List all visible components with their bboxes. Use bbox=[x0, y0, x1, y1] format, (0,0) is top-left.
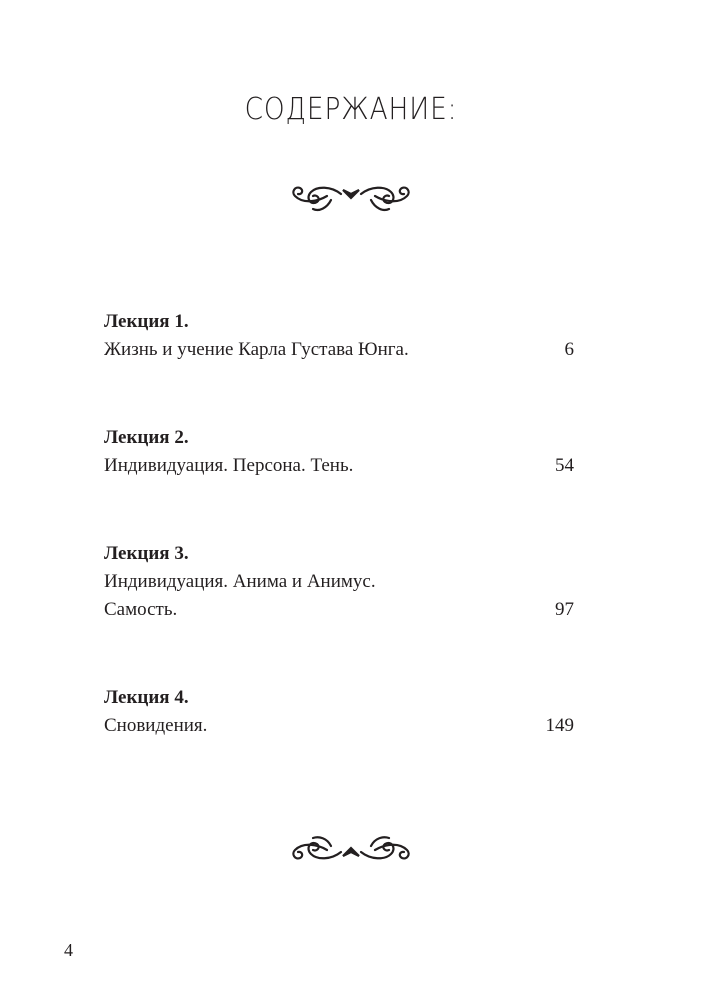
toc-entry-title: Сновидения. bbox=[104, 715, 208, 736]
toc-entry-1[interactable] bbox=[104, 308, 574, 364]
toc-entry-heading: Лекция 2. bbox=[104, 427, 189, 448]
flourish-ornament-icon bbox=[287, 176, 415, 216]
toc-entry-title: Жизнь и учение Карла Густава Юнга. bbox=[104, 339, 409, 360]
toc-entry-title-line bbox=[104, 596, 574, 624]
toc-entry-title-line bbox=[104, 568, 574, 596]
toc-entry-page-number: 54 bbox=[555, 455, 574, 476]
toc-entry-title: Индивидуация. Анима и Анимус. bbox=[104, 571, 376, 592]
toc-entry-title: Индивидуация. Персона. Тень. bbox=[104, 455, 354, 476]
toc-entry-heading: Лекция 3. bbox=[104, 543, 189, 564]
toc-entry-3[interactable] bbox=[104, 540, 574, 624]
toc-entry-page-number: 149 bbox=[545, 715, 574, 736]
toc-entry-4[interactable] bbox=[104, 684, 574, 740]
toc-entry-title-line bbox=[104, 452, 574, 480]
toc-entry-heading: Лекция 4. bbox=[104, 687, 189, 708]
page-title: СОДЕРЖАНИЕ: bbox=[244, 92, 458, 127]
toc-entry-heading: Лекция 1. bbox=[104, 311, 189, 332]
toc-entry-title-line bbox=[104, 336, 574, 364]
flourish-ornament-icon bbox=[287, 834, 415, 874]
toc-entry-2[interactable] bbox=[104, 424, 574, 480]
toc-entry-page-number: 6 bbox=[564, 339, 574, 360]
page-number: 4 bbox=[64, 940, 73, 960]
toc-entry-title-line bbox=[104, 712, 574, 740]
toc-entry-title: Самость. bbox=[104, 599, 178, 620]
toc-entry-page-number: 97 bbox=[555, 599, 574, 620]
